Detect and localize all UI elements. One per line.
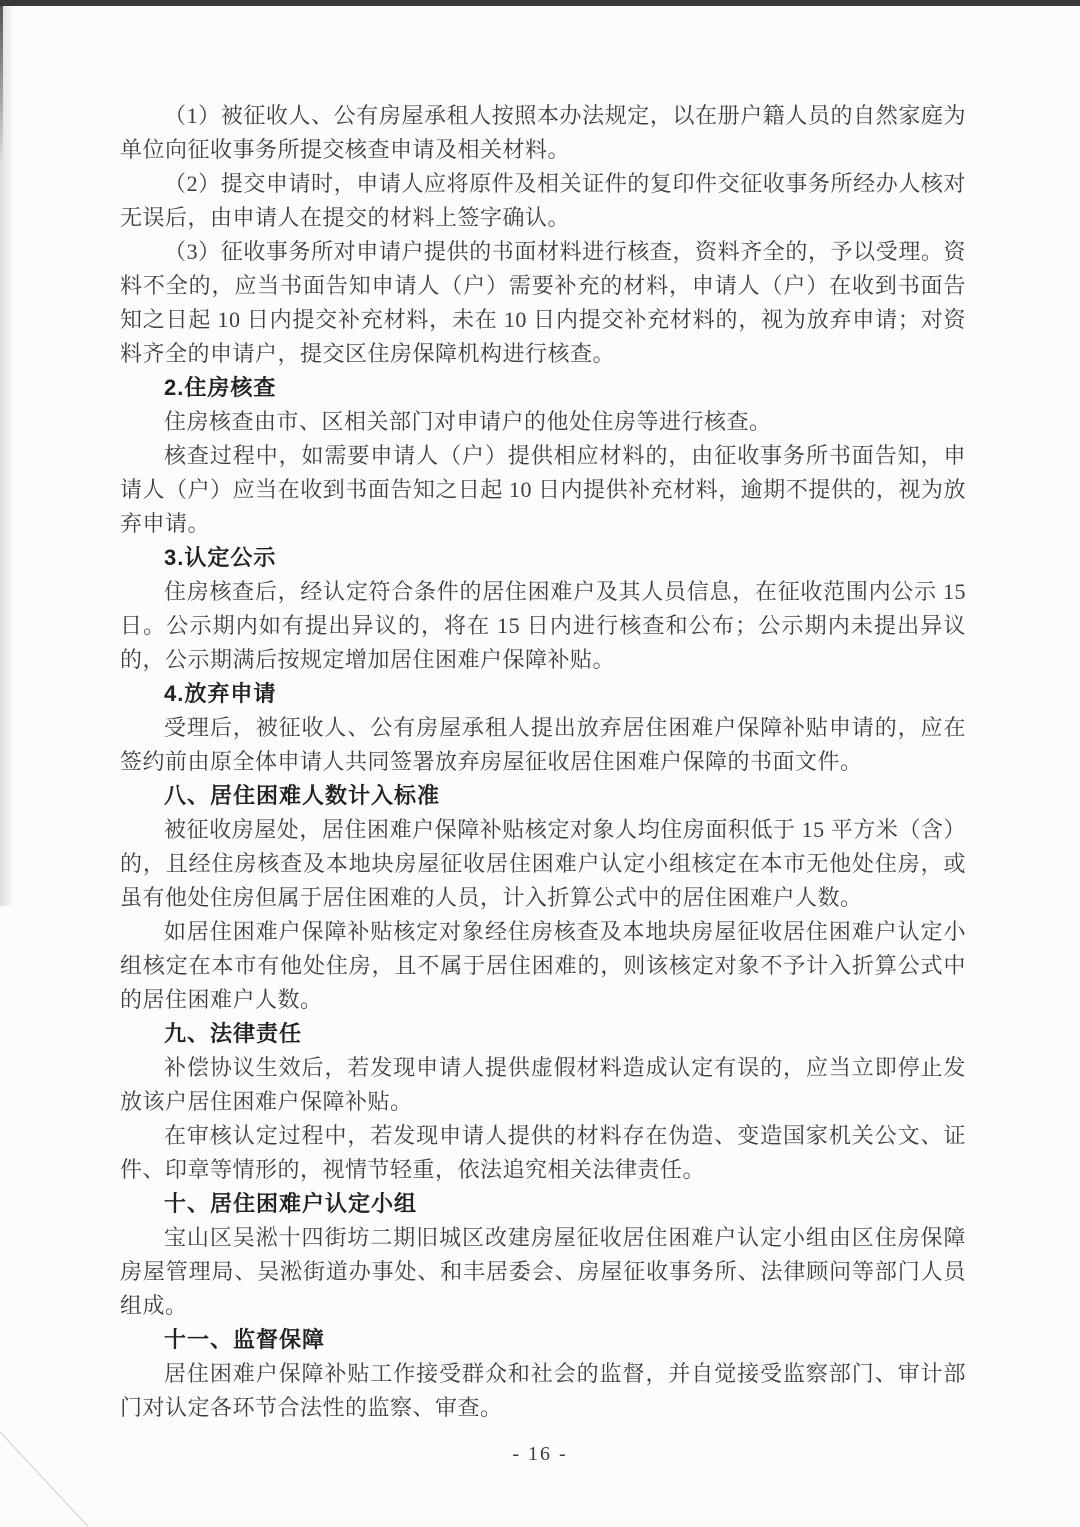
body-paragraph: （2）提交申请时，申请人应将原件及相关证件的复印件交征收事务所经办人核对无误后，由申请人在提交的材料上签字确认。 xyxy=(120,171,966,230)
body-paragraph: 居住困难户保障补贴工作接受群众和社会的监督，并自觉接受监察部门、审计部门对认定各环节合法性的监察、审查。 xyxy=(120,1361,966,1420)
body-paragraph: （3）征收事务所对申请户提供的书面材料进行核查，资料齐全的，予以受理。资料不全的，应当书面告知申请人（户）需要补充的材料，申请人（户）在收到书面告知之日起 10 日内提交补充材料，未在 10 日内提交补充材料的，视为放弃申请；对资料齐全的申请户，提交区住房保障机构进行核查。 xyxy=(120,239,966,366)
scan-corner-fold xyxy=(0,1412,98,1527)
section-heading: 九、法律责任 xyxy=(164,1021,303,1046)
section-heading: 3.认定公示 xyxy=(164,545,277,570)
section-heading: 2.住房核查 xyxy=(164,375,277,400)
body-paragraph: （1）被征收人、公有房屋承租人按照本办法规定，以在册户籍人员的自然家庭为单位向征收事务所提交核查申请及相关材料。 xyxy=(120,103,966,162)
document-body xyxy=(120,99,966,1425)
body-paragraph: 被征收房屋处，居住困难户保障补贴核定对象人均住房面积低于 15 平方米（含）的，且经住房核查及本地块房屋征收居住困难户认定小组核定在本市无他处住房，或虽有他处住房但属于居住困难的人员，计入折算公式中的居住困难户人数。 xyxy=(120,817,966,910)
section-heading: 八、居住困难人数计入标准 xyxy=(164,783,441,808)
body-paragraph: 住房核查由市、区相关部门对申请户的他处住房等进行核查。 xyxy=(164,409,772,434)
body-paragraph: 在审核认定过程中，若发现申请人提供的材料存在伪造、变造国家机关公文、证件、印章等情形的，视情节轻重，依法追究相关法律责任。 xyxy=(120,1123,966,1182)
body-paragraph: 核查过程中，如需要申请人（户）提供相应材料的，由征收事务所书面告知，申请人（户）应当在收到书面告知之日起 10 日内提供补充材料，逾期不提供的，视为放弃申请。 xyxy=(120,443,966,536)
body-paragraph: 宝山区吴淞十四街坊二期旧城区改建房屋征收居住困难户认定小组由区住房保障房屋管理局、吴淞街道办事处、和丰居委会、房屋征收事务所、法律顾问等部门人员组成。 xyxy=(120,1225,966,1318)
body-paragraph: 住房核查后，经认定符合条件的居住困难户及其人员信息，在征收范围内公示 15 日。公示期内如有提出异议的，将在 15 日内进行核查和公布；公示期内未提出异议的，公示期满后按规定增加居住困难户保障补贴。 xyxy=(120,579,966,672)
body-paragraph: 受理后，被征收人、公有房屋承租人提出放弃居住困难户保障补贴申请的，应在签约前由原全体申请人共同签署放弃房屋征收居住困难户保障的书面文件。 xyxy=(120,715,966,774)
section-heading: 4.放弃申请 xyxy=(164,681,277,706)
body-paragraph: 补偿协议生效后，若发现申请人提供虚假材料造成认定有误的，应当立即停止发放该户居住困难户保障补贴。 xyxy=(120,1055,966,1114)
body-paragraph: 如居住困难户保障补贴核定对象经住房核查及本地块房屋征收居住困难户认定小组核定在本市有他处住房，且不属于居住困难的，则该核定对象不予计入折算公式中的居住困难户人数。 xyxy=(120,919,966,1012)
section-heading: 十、居住困难户认定小组 xyxy=(164,1191,418,1216)
page-number: - 16 - xyxy=(512,1443,568,1465)
scan-edge-top xyxy=(0,0,1080,6)
scan-edge-left-line xyxy=(0,6,3,166)
section-heading: 十一、监督保障 xyxy=(164,1327,326,1352)
